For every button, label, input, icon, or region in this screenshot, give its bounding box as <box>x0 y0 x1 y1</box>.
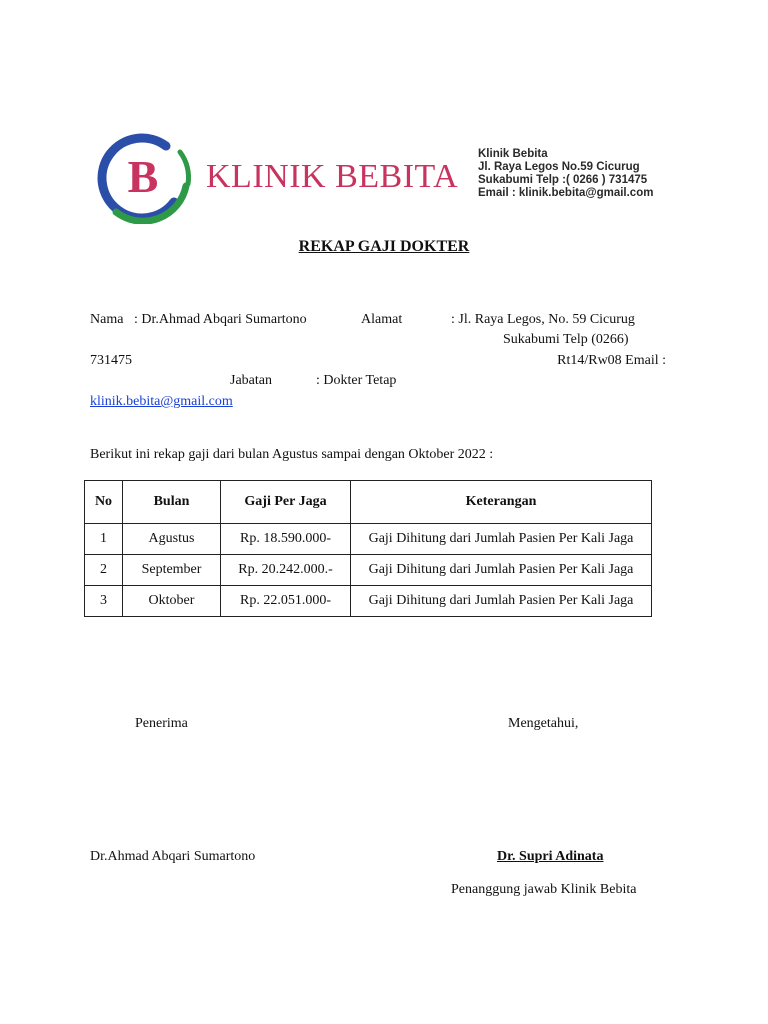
header-bulan: Bulan <box>123 481 221 524</box>
header-no: No <box>85 481 123 524</box>
recipient-name: Dr.Ahmad Abqari Sumartono <box>90 849 256 864</box>
rt-email-label: Rt14/Rw08 Email : <box>557 353 666 368</box>
clinic-contact-block <box>478 148 653 200</box>
cell-gaji: Rp. 20.242.000.- <box>221 555 351 586</box>
clinic-name: KLINIK BEBITA <box>206 158 459 195</box>
cell-no: 1 <box>85 524 123 555</box>
cell-keterangan: Gaji Dihitung dari Jumlah Pasien Per Kali Jaga <box>351 555 652 586</box>
table-header-row <box>85 481 652 524</box>
penerima-label: Penerima <box>135 716 188 731</box>
table-row <box>85 555 652 586</box>
cell-bulan: Agustus <box>123 524 221 555</box>
logo-letter: B <box>127 151 159 202</box>
header-gaji: Gaji Per Jaga <box>221 481 351 524</box>
cell-bulan: September <box>123 555 221 586</box>
document-title: REKAP GAJI DOKTER <box>298 238 470 255</box>
alamat-label: Alamat <box>361 312 403 327</box>
approver-position: Penanggung jawab Klinik Bebita <box>451 882 637 897</box>
mengetahui-label: Mengetahui, <box>508 716 579 731</box>
header-keterangan: Keterangan <box>351 481 652 524</box>
alamat-value: : Jl. Raya Legos, No. 59 Cicurug <box>451 312 635 327</box>
contact-line: Jl. Raya Legos No.59 Cicurug <box>478 161 640 173</box>
cell-keterangan: Gaji Dihitung dari Jumlah Pasien Per Kali Jaga <box>351 524 652 555</box>
jabatan-value: : Dokter Tetap <box>316 373 397 388</box>
cell-gaji: Rp. 18.590.000- <box>221 524 351 555</box>
cell-keterangan: Gaji Dihitung dari Jumlah Pasien Per Kali Jaga <box>351 586 652 617</box>
contact-line: Klinik Bebita <box>478 148 548 160</box>
table-row <box>85 524 652 555</box>
clinic-logo <box>88 128 198 224</box>
intro-text: Berikut ini rekap gaji dari bulan Agustus sampai dengan Oktober 2022 : <box>90 447 494 462</box>
email-link[interactable]: klinik.bebita@gmail.com <box>90 394 233 409</box>
phone-tail: 731475 <box>90 353 132 368</box>
cell-gaji: Rp. 22.051.000- <box>221 586 351 617</box>
jabatan-label: Jabatan <box>230 373 272 388</box>
salary-table <box>84 480 652 617</box>
cell-no: 3 <box>85 586 123 617</box>
alamat-line-2: Sukabumi Telp (0266) <box>503 332 629 347</box>
approver-name: Dr. Supri Adinata <box>497 849 604 864</box>
cell-no: 2 <box>85 555 123 586</box>
nama-label: Nama <box>90 312 124 327</box>
table-row <box>85 586 652 617</box>
contact-line: Email : klinik.bebita@gmail.com <box>478 187 654 199</box>
contact-line: Sukabumi Telp :( 0266 ) 731475 <box>478 174 648 186</box>
nama-value: : Dr.Ahmad Abqari Sumartono <box>134 312 307 327</box>
cell-bulan: Oktober <box>123 586 221 617</box>
